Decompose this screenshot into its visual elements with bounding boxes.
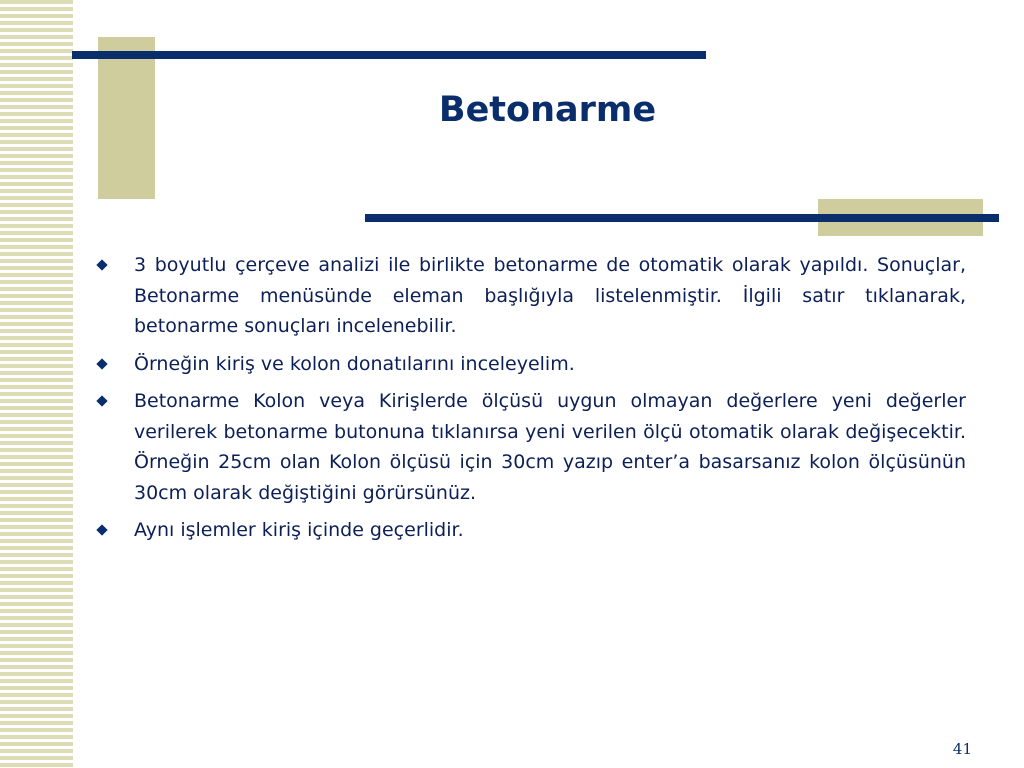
bullet-item (96, 515, 966, 546)
page-number: 41 (952, 740, 972, 758)
diamond-bullet-icon (96, 358, 107, 369)
bullet-text: Aynı işlemler kiriş içinde geçerlidir. (134, 519, 464, 541)
bullet-item (96, 386, 966, 508)
bullet-item (96, 250, 966, 342)
diamond-bullet-icon (96, 395, 107, 406)
bullet-list (96, 250, 966, 553)
bullet-text: Örneğin kiriş ve kolon donatılarını inceleyelim. (134, 352, 575, 375)
diamond-bullet-icon (96, 259, 107, 270)
subtitle-rule (365, 214, 999, 222)
diamond-bullet-icon (96, 524, 107, 535)
bullet-text: 3 boyutlu çerçeve analizi ile birlikte betonarme de otomatik olarak yapıldı. Sonuçlar, Betonarme menüsünde eleman başlığıyla listelenmiştir. İlgili satır tıklanarak, betonarme sonuçları incelenebilir. (134, 254, 966, 337)
decorative-stripes (0, 0, 73, 768)
bullet-text: Betonarme Kolon veya Kirişlerde ölçüsü uygun olmayan değerlere yeni değerler verilerek betonarme butonuna tıklanırsa yeni verilen ölçü otomatik olarak değişecektir. Örneğin 25cm olan Kolon ölçüsü için 30cm yazıp enter’a basarsanız kolon ölçüsünün 30cm olarak değiştiğini görürsünüz. (134, 390, 966, 504)
bullet-item (96, 349, 966, 380)
slide-title: Betonarme (438, 90, 657, 130)
title-accent-block (98, 37, 155, 199)
title-rule (72, 51, 706, 59)
